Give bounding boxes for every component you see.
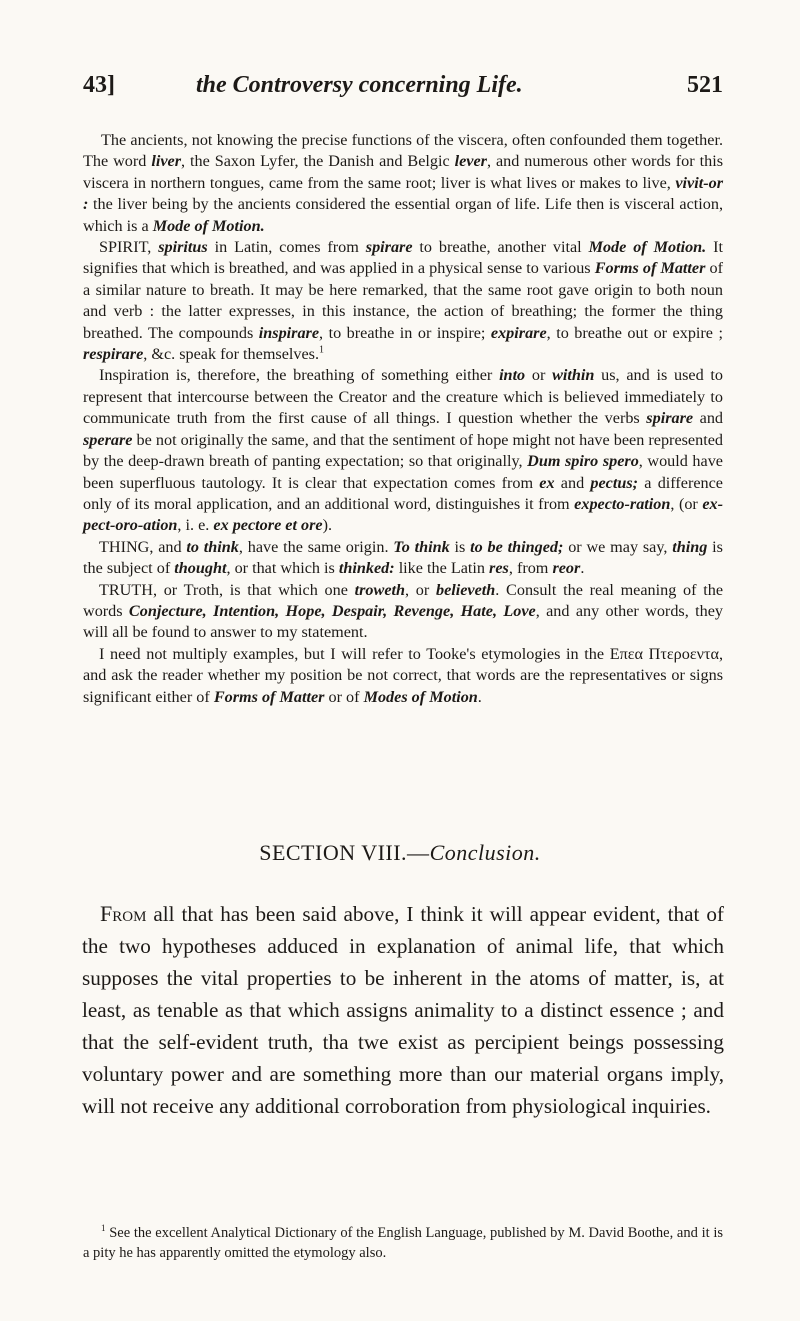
text-run: to breathe, another vital [412, 238, 589, 257]
text-run: Inspiration is, therefore, the breathing of something either [99, 366, 500, 385]
text-run: of a similar nature to breath. It may be here remarked, that the same root gave origin to both noun and verb : the latter expresses, in this instance, the action of breathing; the former the thing breathed. The compounds [83, 259, 723, 342]
italic-term: expirare [490, 323, 547, 342]
text-run: , would have been superfluous tautology. It is clear that expectation comes from [83, 452, 723, 492]
text-run: It signifies that which is breathed, and was applied in a physical sense to various [83, 238, 723, 278]
main-text [83, 130, 723, 708]
italic-term: pectus; [590, 473, 639, 492]
text-run: and [554, 473, 591, 492]
italic-term: Mode of Motion. [152, 216, 265, 235]
text-run: is the subject of [83, 537, 723, 578]
italic-term: liver [151, 152, 182, 171]
text-run: , the Saxon Lyfer, the Danish and Belgic [181, 152, 455, 171]
text-run: and [693, 409, 724, 428]
footnote-mark: 1 [101, 1223, 106, 1233]
text-run: SPIRIT, [99, 238, 159, 257]
footnote-paragraph [83, 1218, 723, 1263]
text-run: . Consult the real meaning of the words [83, 580, 724, 620]
paragraph-inspiration [83, 365, 723, 536]
italic-term: thinked: [338, 559, 395, 578]
italic-term: troweth [354, 580, 405, 599]
text-run: or [525, 366, 553, 385]
text-run: . [580, 559, 585, 578]
text-run: TRUTH, or Troth, is that which one [99, 580, 355, 599]
text-run: , and numerous other words for this viscera in northern tongues, came from the same root; liver is what lives or makes to live, [83, 152, 724, 192]
italic-term: thing [672, 537, 708, 556]
conclusion-first-word: From [100, 901, 147, 926]
italic-term: Modes of Motion [363, 687, 478, 706]
running-header [83, 72, 723, 112]
italic-term: believeth [435, 580, 496, 599]
text-run: or we may say, [563, 537, 673, 556]
italic-term: to be thinged; [470, 537, 564, 556]
text-run: ). [322, 516, 333, 535]
italic-term: to think [186, 537, 239, 556]
italic-term: spirare [365, 238, 413, 257]
text-run: is [449, 537, 471, 556]
text-run: be not originally the same, and that the sentiment of hope might not have been represented by the deep-drawn breath of panting expectation; so that originally, [83, 430, 723, 471]
italic-term: ex pectore et ore [213, 516, 323, 535]
text-run: , or [405, 580, 436, 599]
italic-term: ex [539, 473, 555, 492]
page-number: 521 [687, 72, 723, 98]
text-run: , (or [670, 494, 703, 513]
text-run: like the Latin [394, 559, 490, 578]
text-run: in Latin, comes from [207, 238, 366, 257]
text-run: . [477, 687, 482, 706]
footnote-text: See the excellent Analytical Dictionary of the English Language, published by M. David Boothe, and it is a pity he has apparently omitted the etymology also. [83, 1224, 723, 1261]
section-label: SECTION VIII.— [259, 840, 430, 865]
italic-term: ex-pect-oro-ation [83, 494, 724, 535]
text-run: a difference only of its moral application, and an additional word, distinguishes it from [83, 473, 723, 513]
paragraph-examples [83, 644, 723, 708]
text-run: , have the same origin. [238, 537, 394, 556]
text-run: or of [324, 687, 364, 706]
paragraph-spirit [83, 237, 723, 365]
conclusion-text [82, 898, 724, 1122]
text-run: THING, and [99, 537, 187, 556]
italic-term: spiritus [158, 238, 208, 257]
text-run: us, and is used to represent that intercourse between the Creator and the creature which is believed immediately to communicate truth from the first cause of all things. I question whether the verbs [83, 366, 724, 428]
text-run: I need not multiply examples, but I will refer to Tooke's etymologies in the Επεα Πτεροεντα, and ask the reader whether my position be not correct, that words are the representatives or signs significant either of [83, 644, 723, 706]
conclusion-body: all that has been said above, I think it will appear evident, that of the two hypotheses adduced in explanation of animal life, that which supposes the vital properties to be inherent in the atoms of matter, is, at least, as tenable as that which assigns animality to a distinct essence ; and that the self-evident truth, tha twe exist as percipient beings possessing voluntary power and are something more than our material organs imply, will not receive any additional corroboration from physiological inquiries. [82, 902, 724, 1118]
paragraph-liver [83, 130, 723, 237]
text-run: , and any other words, they will all be found to answer to my statement. [83, 601, 723, 642]
conclusion-paragraph [82, 898, 724, 1122]
italic-term: Forms of Matter [594, 259, 706, 278]
paragraph-truth [83, 580, 723, 644]
italic-term: sperare [83, 430, 133, 449]
text-run: , i. e. [177, 516, 214, 535]
section-number: 43] [83, 72, 115, 98]
italic-term: respirare [83, 345, 144, 364]
footnote-reference: 1 [319, 344, 325, 356]
italic-term: Forms of Matter [213, 687, 325, 706]
paragraph-thing [83, 537, 723, 580]
text-run: , from [508, 559, 553, 578]
italic-term: expecto-ration [574, 494, 671, 513]
italic-term: thought [174, 559, 227, 578]
text-run: the liver being by the ancients considered the essential organ of life. Life then is visceral action, which is a [83, 195, 723, 235]
italic-term: Dum spiro spero [527, 452, 639, 471]
text-run: The ancients, not knowing the precise functions of the viscera, often confounded them together. The word [83, 131, 723, 171]
text-run: , or that which is [226, 559, 339, 578]
italic-term: Mode of Motion. [588, 238, 707, 257]
italic-term: reor [552, 559, 581, 578]
text-run: , to breathe out or expire ; [546, 323, 723, 342]
italic-term: spirare [646, 409, 694, 428]
italic-term: To think [393, 537, 450, 556]
italic-term: inspirare [258, 323, 320, 342]
italic-term: within [552, 366, 595, 385]
italic-term: into [499, 366, 526, 385]
text-run: , &c. speak for themselves. [143, 345, 320, 364]
italic-term: lever [454, 152, 487, 171]
running-title: the Controversy concerning Life. [196, 72, 523, 98]
italic-term: res [489, 559, 509, 578]
section-subtitle: Conclusion. [429, 840, 541, 865]
italic-term: Conjecture, Intention, Hope, Despair, Revenge, Hate, Love [128, 601, 536, 620]
footnote [83, 1218, 723, 1263]
section-heading [0, 840, 800, 866]
text-run: , to breathe in or inspire; [319, 323, 491, 342]
italic-term: vivit-or : [83, 173, 723, 214]
